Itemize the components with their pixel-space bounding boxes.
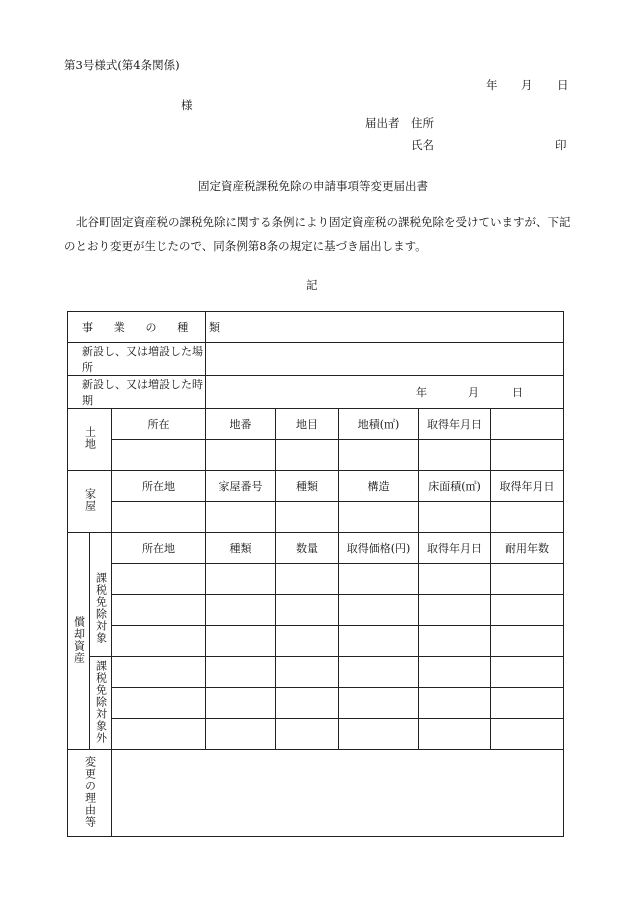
land-cell[interactable]	[339, 440, 419, 471]
non-exempt-cell[interactable]	[339, 719, 419, 750]
exempt-cell[interactable]	[419, 626, 491, 657]
dep-header-kind: 種類	[206, 533, 276, 564]
date-year-label: 年	[486, 78, 498, 92]
house-cell[interactable]	[276, 502, 339, 533]
reason-label: 変更の理由等	[68, 750, 112, 837]
non-exempt-cell[interactable]	[339, 657, 419, 688]
house-header-floor-area: 床面積(㎡)	[419, 471, 491, 502]
exempt-cell[interactable]	[206, 626, 276, 657]
exempt-cell[interactable]	[206, 595, 276, 626]
non-exempt-cell[interactable]	[206, 719, 276, 750]
exempt-cell[interactable]	[339, 564, 419, 595]
business-kind-label: 事 業 の 種 類	[68, 312, 206, 343]
house-cell[interactable]	[339, 502, 419, 533]
non-exempt-cell[interactable]	[491, 719, 564, 750]
house-header-number: 家屋番号	[206, 471, 276, 502]
form-number: 第3号様式(第4条関係)	[64, 58, 180, 72]
body-text: 北谷町固定資産税の課税免除に関する条例により固定資産税の課税免除を受けていますが、下記のとおり変更が生じたので、同条例第8条の規定に基づき届出します。	[64, 215, 571, 253]
exempt-cell[interactable]	[276, 626, 339, 657]
non-exempt-cell[interactable]	[419, 657, 491, 688]
dep-header-acquired: 取得年月日	[419, 533, 491, 564]
non-exempt-cell[interactable]	[339, 688, 419, 719]
non-exempt-cell[interactable]	[491, 688, 564, 719]
dep-header-quantity: 数量	[276, 533, 339, 564]
land-label: 土地	[68, 409, 112, 471]
non-exempt-cell[interactable]	[491, 657, 564, 688]
non-exempt-cell[interactable]	[112, 657, 206, 688]
notification-table	[67, 311, 564, 837]
non-exempt-cell[interactable]	[419, 688, 491, 719]
exempt-cell[interactable]	[491, 564, 564, 595]
non-exempt-label: 課税免除対象外	[90, 657, 112, 750]
non-exempt-cell[interactable]	[276, 657, 339, 688]
non-exempt-cell[interactable]	[112, 688, 206, 719]
land-cell[interactable]	[276, 440, 339, 471]
non-exempt-cell[interactable]	[276, 719, 339, 750]
ki-label: 記	[306, 278, 318, 292]
land-cell[interactable]	[206, 440, 276, 471]
non-exempt-cell[interactable]	[112, 719, 206, 750]
exempt-label: 課税免除対象	[90, 564, 112, 657]
place-label: 新設し、又は増設した場所	[68, 343, 206, 376]
house-cell[interactable]	[419, 502, 491, 533]
land-header-acquired: 取得年月日	[419, 409, 491, 440]
exempt-cell[interactable]	[339, 595, 419, 626]
house-label: 家屋	[68, 471, 112, 533]
exempt-cell[interactable]	[112, 595, 206, 626]
depreciable-header-spacer	[90, 533, 112, 564]
exempt-cell[interactable]	[276, 564, 339, 595]
seal-label: 印	[555, 138, 567, 152]
non-exempt-cell[interactable]	[419, 719, 491, 750]
dep-header-lifespan: 耐用年数	[491, 533, 564, 564]
time-label: 新設し、又は増設した時期	[68, 376, 206, 409]
non-exempt-cell[interactable]	[276, 688, 339, 719]
land-cell[interactable]	[112, 440, 206, 471]
house-cell[interactable]	[491, 502, 564, 533]
land-cell[interactable]	[491, 440, 564, 471]
exempt-cell[interactable]	[112, 564, 206, 595]
date-day-label: 日	[557, 78, 569, 92]
dep-header-price: 取得価格(円)	[339, 533, 419, 564]
date-month-label: 月	[521, 78, 533, 92]
exempt-cell[interactable]	[419, 564, 491, 595]
exempt-cell[interactable]	[491, 595, 564, 626]
house-header-structure: 構造	[339, 471, 419, 502]
exempt-cell[interactable]	[339, 626, 419, 657]
applicant-label: 届出者	[365, 116, 400, 130]
exempt-cell[interactable]	[112, 626, 206, 657]
address-label: 住所	[411, 116, 434, 130]
time-month: 月	[468, 386, 479, 399]
house-header-kind: 種類	[276, 471, 339, 502]
house-header-acquired: 取得年月日	[491, 471, 564, 502]
business-kind-input[interactable]	[206, 312, 564, 343]
exempt-cell[interactable]	[419, 595, 491, 626]
land-header-location: 所在	[112, 409, 206, 440]
exempt-cell[interactable]	[206, 564, 276, 595]
depreciable-label: 償却資産	[68, 533, 90, 750]
house-cell[interactable]	[206, 502, 276, 533]
non-exempt-cell[interactable]	[206, 657, 276, 688]
land-header-lot: 地番	[206, 409, 276, 440]
time-input[interactable]	[206, 376, 564, 409]
reason-input[interactable]	[112, 750, 564, 837]
land-header-area: 地積(㎡)	[339, 409, 419, 440]
land-cell[interactable]	[419, 440, 491, 471]
house-header-location: 所在地	[112, 471, 206, 502]
non-exempt-cell[interactable]	[206, 688, 276, 719]
name-label: 氏名	[411, 138, 434, 152]
time-year: 年	[416, 386, 427, 399]
addressee-sama: 様	[181, 98, 193, 112]
land-header-blank	[491, 409, 564, 440]
exempt-cell[interactable]	[491, 626, 564, 657]
dep-header-location: 所在地	[112, 533, 206, 564]
exempt-cell[interactable]	[276, 595, 339, 626]
time-day: 日	[512, 386, 523, 399]
document-title: 固定資産税課税免除の申請事項等変更届出書	[198, 179, 428, 193]
land-header-category: 地目	[276, 409, 339, 440]
place-input[interactable]	[206, 343, 564, 376]
house-cell[interactable]	[112, 502, 206, 533]
